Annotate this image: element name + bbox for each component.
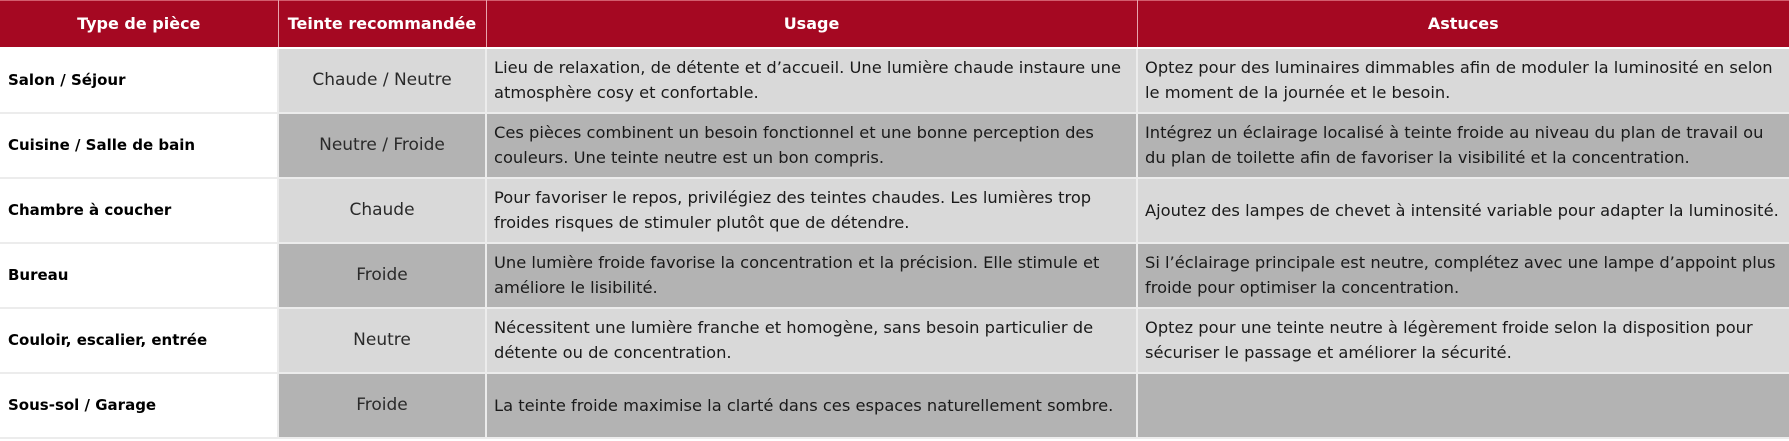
tips-cell: Optez pour une teinte neutre à légèrement froide selon la disposition pour sécuriser le passage et améliorer la sécurité. — [1137, 308, 1789, 373]
table-header — [0, 1, 1789, 48]
room-cell: Bureau — [0, 243, 278, 308]
tips-cell: Intégrez un éclairage localisé à teinte froide au niveau du plan de travail ou du plan de toilette afin de favoriser la visibilité et la concentration. — [1137, 113, 1789, 178]
usage-cell: Ces pièces combinent un besoin fonctionnel et une bonne perception des couleurs. Une teinte neutre est un bon compris. — [486, 113, 1137, 178]
usage-cell: Lieu de relaxation, de détente et d’accueil. Une lumière chaude instaure une atmosphère cosy et confortable. — [486, 48, 1137, 113]
usage-cell: Nécessitent une lumière franche et homogène, sans besoin particulier de détente ou de concentration. — [486, 308, 1137, 373]
table-body — [0, 48, 1789, 438]
header-tips: Astuces — [1137, 1, 1789, 48]
room-cell: Cuisine / Salle de bain — [0, 113, 278, 178]
tint-cell: Neutre — [278, 308, 486, 373]
header-usage: Usage — [486, 1, 1137, 48]
table-row — [0, 243, 1789, 308]
room-cell: Couloir, escalier, entrée — [0, 308, 278, 373]
tint-cell: Neutre / Froide — [278, 113, 486, 178]
header-recommended-tint: Teinte recommandée — [278, 1, 486, 48]
tint-cell: Chaude — [278, 178, 486, 243]
usage-cell: La teinte froide maximise la clarté dans ces espaces naturellement sombre. — [486, 373, 1137, 438]
tint-cell: Chaude / Neutre — [278, 48, 486, 113]
table-row — [0, 308, 1789, 373]
tips-cell: Si l’éclairage principale est neutre, complétez avec une lampe d’appoint plus froide pour optimiser la concentration. — [1137, 243, 1789, 308]
table-row — [0, 113, 1789, 178]
tint-cell: Froide — [278, 373, 486, 438]
tips-cell: Optez pour des luminaires dimmables afin de moduler la luminosité en selon le moment de la journée et le besoin. — [1137, 48, 1789, 113]
usage-cell: Une lumière froide favorise la concentration et la précision. Elle stimule et améliore le lisibilité. — [486, 243, 1137, 308]
header-room-type: Type de pièce — [0, 1, 278, 48]
table-row — [0, 178, 1789, 243]
tips-cell: Ajoutez des lampes de chevet à intensité variable pour adapter la luminosité. — [1137, 178, 1789, 243]
table-row — [0, 48, 1789, 113]
room-cell: Sous-sol / Garage — [0, 373, 278, 438]
tips-cell — [1137, 373, 1789, 438]
room-cell: Salon / Séjour — [0, 48, 278, 113]
header-row — [0, 1, 1789, 48]
table-row — [0, 373, 1789, 438]
usage-cell: Pour favoriser le repos, privilégiez des teintes chaudes. Les lumières trop froides risques de stimuler plutôt que de détendre. — [486, 178, 1137, 243]
room-cell: Chambre à coucher — [0, 178, 278, 243]
tint-cell: Froide — [278, 243, 486, 308]
